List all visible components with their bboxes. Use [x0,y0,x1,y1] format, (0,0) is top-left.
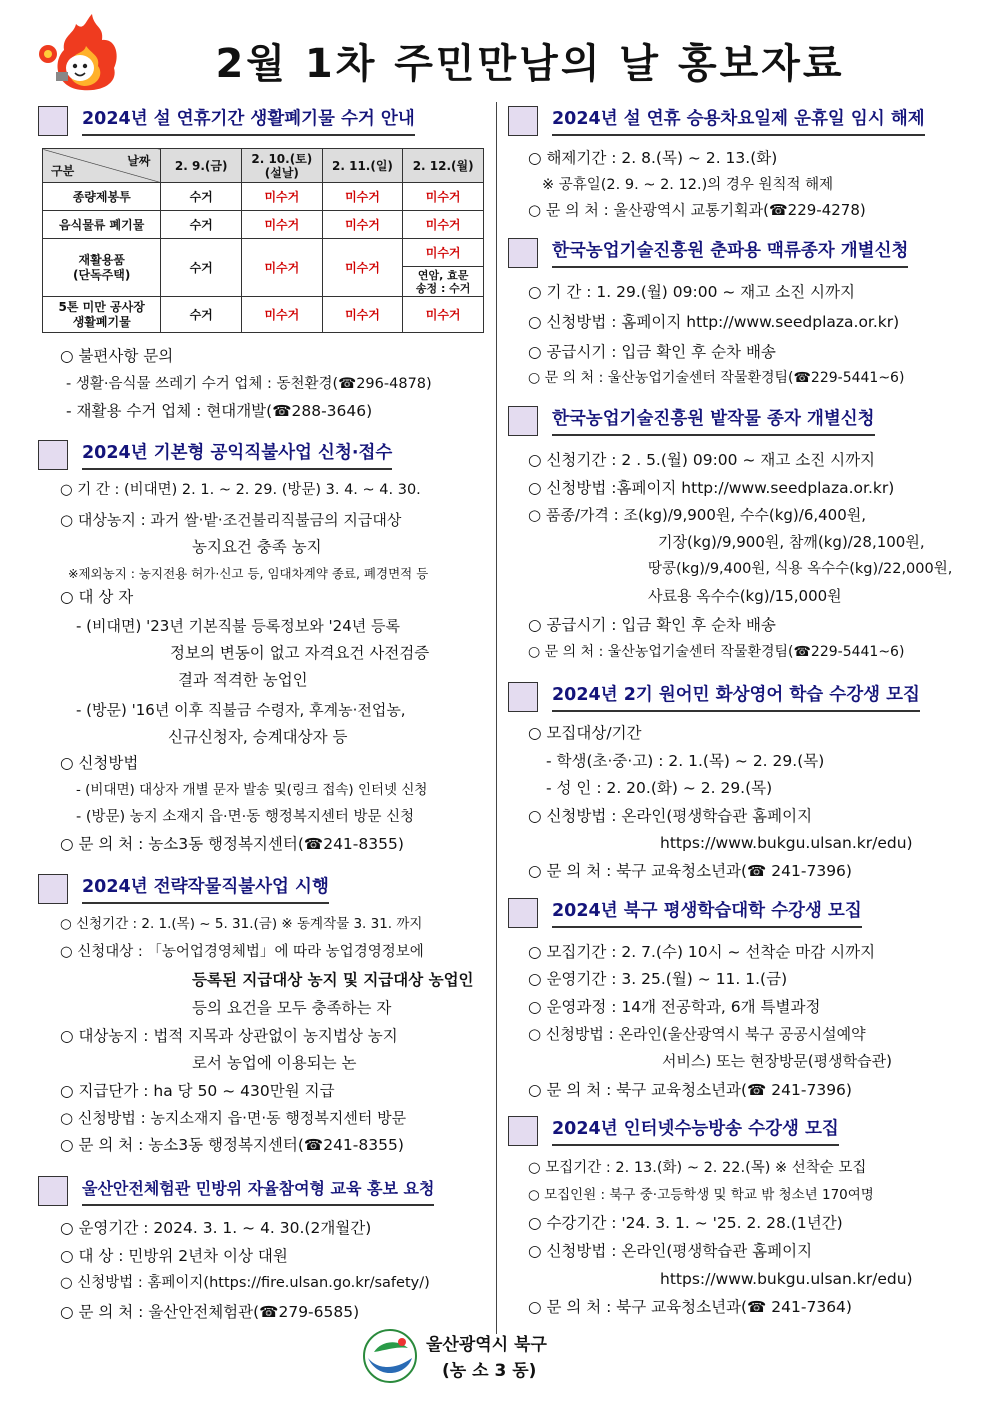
table-cell: 미수거 [242,239,323,297]
table-cell: 미수거 [242,183,323,211]
table-cell: 미수거 [242,211,323,239]
row-label: 음식물류 폐기물 [43,211,161,239]
text-line: ○ 문 의 처 : 울산광역시 교통기획과(☎229-4278) [528,201,866,219]
text-line: ○ 문 의 처 : 북구 교육청소년과(☎ 241-7396) [528,862,852,880]
table-cell: 미수거 [403,297,484,333]
table-cell: 미수거 [403,239,484,267]
section-title-strategic-crop: 2024년 전략작물직불사업 시행 [82,875,329,904]
text-line[interactable]: https://www.bukgu.ulsan.kr/edu) [660,1270,913,1288]
section-header-safety-center [38,1174,434,1208]
table-row [43,211,484,239]
text-line: ○ 신청방법 [60,754,139,772]
page-title: 2월 1차 주민만남의 날 홍보자료 [215,41,845,87]
section-title-waste: 2024년 설 연휴기간 생활폐기물 수거 안내 [82,107,415,136]
section-header-strategic-crop [38,872,329,906]
text-line: - (방문) '16년 이후 직불금 수령자, 후계농·전업농, [76,701,406,719]
table-header-date: 2. 12.(월) [403,149,484,183]
section-title-internet-class: 2024년 인터넷수능방송 수강생 모집 [552,1117,839,1146]
text-line: ○ 모집기간 : 2. 13.(화) ~ 2. 22.(목) ※ 선착순 모집 [528,1160,867,1176]
section-header-waste [38,104,415,138]
corner-label-category: 구분 [51,164,75,178]
text-line: - (비대면) 대상자 개별 문자 발송 및(링크 접속) 인터넷 신청 [76,782,428,798]
table-cell: 수거 [161,183,242,211]
text-line: ○ 신청기간 : 2 . 5.(월) 09:00 ~ 재고 소진 시까지 [528,451,876,469]
text-line: ○ 문 의 처 : 북구 교육청소년과(☎ 241-7396) [528,1081,852,1099]
row-label: 종량제봉투 [43,183,161,211]
table-row [43,239,484,267]
section-marker [508,238,538,268]
section-header-english-class [508,680,920,714]
text-line: 농지요건 충족 농지 [192,538,322,556]
text-line: ○ 기 간 : 1. 29.(월) 09:00 ~ 재고 소진 시까지 [528,283,855,301]
row-label: 재활용품 (단독주택) [43,239,161,297]
section-header-lifelong-college [508,896,862,930]
text-line[interactable]: https://www.bukgu.ulsan.kr/edu) [660,834,913,852]
text-line: - 성 인 : 2. 20.(화) ~ 2. 29.(목) [546,779,773,797]
section-title-safety-center: 울산안전체험관 민방위 자율참여형 교육 홍보 요청 [82,1177,434,1206]
table-cell: 수거 [161,297,242,333]
mascot-illustration [34,12,134,94]
text-line: ○ 문 의 처 : 울산안전체험관(☎279-6585) [60,1303,360,1321]
text-line: ○ 문 의 처 : 농소3동 행정복지센터(☎241-8355) [60,1136,404,1154]
table-header-date: 2. 10.(토) (설날) [242,149,323,183]
text-line: ○ 문 의 처 : 울산농업기술센터 작물환경팀(☎229-5441~6) [528,370,905,386]
section-header-internet-class [508,1114,839,1148]
text-line: ○ 수강기간 : '24. 3. 1. ~ '25. 2. 28.(1년간) [528,1214,843,1232]
table-cell: 미수거 [322,211,403,239]
section-marker [38,440,68,470]
text-line: ○ 모집기간 : 2. 7.(수) 10시 ~ 선착순 마감 시까지 [528,943,876,961]
bukgu-logo-icon [362,1328,418,1384]
text-line: ○ 지급단가 : ha 당 50 ~ 430만원 지급 [60,1082,335,1100]
text-line: 등록된 지급대상 농지 및 지급대상 농업인 [192,971,474,989]
text-line: ○ 해제기간 : 2. 8.(목) ~ 2. 13.(화) [528,149,778,167]
text-line: 로서 농업에 이용되는 논 [192,1054,357,1072]
text-line: ○ 모집인원 : 북구 중·고등학생 및 학교 밖 청소년 170여명 [528,1187,874,1203]
section-marker [38,1176,68,1206]
section-header-car-restriction [508,104,925,138]
text-line: 정보의 변동이 없고 자격요건 사전검증 [170,644,430,662]
table-row [43,297,484,333]
section-title-lifelong-college: 2024년 북구 평생학습대학 수강생 모집 [552,899,862,928]
text-line: ○ 불편사항 문의 [60,347,174,365]
section-title-field-seed: 한국농업기술진흥원 밭작물 종자 개별신청 [552,407,875,436]
text-line: - 재활용 수거 업체 : 현대개발(☎288-3646) [66,402,373,420]
row-label: 5톤 미만 공사장 생활폐기물 [43,297,161,333]
text-line: - (비대면) '23년 기본직불 등록정보와 '24년 등록 [76,617,400,635]
section-marker [508,406,538,436]
text-line: ○ 운영과정 : 14개 전공학과, 6개 특별과정 [528,998,821,1016]
text-line: ※ 공휴일(2. 9. ~ 2. 12.)의 경우 원칙적 해제 [542,177,834,193]
section-header-direct-payment [38,438,392,472]
section-marker [38,874,68,904]
column-divider [496,102,497,1334]
section-marker [38,106,68,136]
section-header-barley-seed [508,236,908,270]
section-marker [508,1116,538,1146]
table-cell: 미수거 [322,183,403,211]
text-line: 사료용 옥수수(kg)/15,000원 [648,587,842,605]
text-line[interactable]: ○ 신청방법 :홈페이지 http://www.seedplaza.or.kr) [528,479,895,497]
section-title-direct-payment: 2024년 기본형 공익직불사업 신청·접수 [82,441,392,470]
text-line: ○ 신청방법 : 온라인(평생학습관 홈페이지 [528,807,813,825]
text-line: - (방문) 농지 소재지 읍·면·동 행정복지센터 방문 신청 [76,809,415,825]
section-title-english-class: 2024년 2기 원어민 화상영어 학습 수강생 모집 [552,683,920,712]
text-line: ○ 문 의 처 : 북구 교육청소년과(☎ 241-7364) [528,1298,852,1316]
section-header-field-seed [508,404,875,438]
text-line: ○ 기 간 : (비대면) 2. 1. ~ 2. 29. (방문) 3. 4. ~ 4. 30. [60,482,421,498]
text-line: 땅콩(kg)/9,400원, 식용 옥수수(kg)/22,000원, [648,561,953,577]
text-line: ○ 신청방법 : 농지소재지 읍·면·동 행정복지센터 방문 [60,1109,407,1127]
text-line: ○ 모집대상/기간 [528,724,642,742]
text-line: ○ 신청기간 : 2. 1.(목) ~ 5. 31.(금) ※ 동계작물 3. 31. 까지 [60,916,423,932]
text-line: ○ 대상농지 : 법적 지목과 상관없이 농지법상 농지 [60,1027,398,1045]
text-line: ○ 신청방법 : 홈페이지(https://fire.ulsan.go.kr/safety/) [60,1275,430,1291]
section-title-barley-seed: 한국농업기술진흥원 춘파용 맥류종자 개별신청 [552,239,908,268]
text-line: ○ 공급시기 : 입금 확인 후 순차 배송 [528,616,776,634]
section-title-car-restriction: 2024년 설 연휴 승용차요일제 운휴일 임시 해제 [552,107,925,136]
text-line: 결과 적격한 농업인 [178,671,308,689]
text-line: 기장(kg)/9,900원, 참깨(kg)/28,100원, [658,533,925,551]
text-line: ○ 문 의 처 : 울산농업기술센터 작물환경팀(☎229-5441~6) [528,644,905,660]
table-cell: 미수거 [403,183,484,211]
text-line: 신규신청자, 승계대상자 등 [168,728,348,746]
text-line: ○ 대 상 : 민방위 2년차 이상 대원 [60,1247,288,1265]
table-cell: 수거 [161,211,242,239]
table-cell: 수거 [161,239,242,297]
footer-org: 울산광역시 북구 [426,1335,547,1355]
text-line: ○ 공급시기 : 입금 확인 후 순차 배송 [528,343,776,361]
text-line: ○ 운영기간 : 3. 25.(월) ~ 11. 1.(금) [528,970,788,988]
text-line: ○ 대 상 자 [60,588,134,606]
text-line: ○ 신청방법 : 온라인(평생학습관 홈페이지 [528,1242,813,1260]
table-cell: 미수거 [403,211,484,239]
table-cell: 미수거 [242,297,323,333]
text-line: ○ 대상농지 : 과거 쌀·밭·조건불리직불금의 지급대상 [60,511,402,529]
section-marker [508,106,538,136]
table-cell: 미수거 [322,297,403,333]
corner-label-date: 날짜 [127,154,151,168]
section-marker [508,682,538,712]
text-line: 등의 요건을 모두 충족하는 자 [192,999,392,1017]
table-header-date: 2. 11.(일) [322,149,403,183]
text-line[interactable]: ○ 신청방법 : 홈페이지 http://www.seedplaza.or.kr) [528,313,900,331]
footer-dept: (농 소 3 동) [442,1361,537,1381]
text-line: ○ 문 의 처 : 농소3동 행정복지센터(☎241-8355) [60,835,404,853]
table-corner-cell [43,149,161,183]
table-header-date: 2. 9.(금) [161,149,242,183]
text-line: ○ 신청대상 : 「농어업경영체법」에 따라 농업경영정보에 [60,944,424,960]
table-cell: 연암, 효문 송정 : 수거 [403,267,484,297]
section-marker [508,898,538,928]
table-cell: 미수거 [322,239,403,297]
text-line: ○ 품종/가격 : 조(kg)/9,900원, 수수(kg)/6,400원, [528,506,867,524]
text-line: - 학생(초·중·고) : 2. 1.(목) ~ 2. 29.(목) [546,752,825,770]
text-line: ○ 운영기간 : 2024. 3. 1. ~ 4. 30.(2개월간) [60,1219,372,1237]
text-line: ○ 신청방법 : 온라인(울산광역시 북구 공공시설예약 [528,1025,866,1043]
text-line: ※제외농지 : 농지전용 허가·신고 등, 임대차계약 종료, 폐경면적 등 [68,566,429,581]
table-row [43,183,484,211]
text-line: 서비스) 또는 현장방문(평생학습관) [662,1052,892,1070]
text-line: - 생활·음식물 쓰레기 수거 업체 : 동천환경(☎296-4878) [66,376,432,392]
waste-collection-table [42,148,484,333]
